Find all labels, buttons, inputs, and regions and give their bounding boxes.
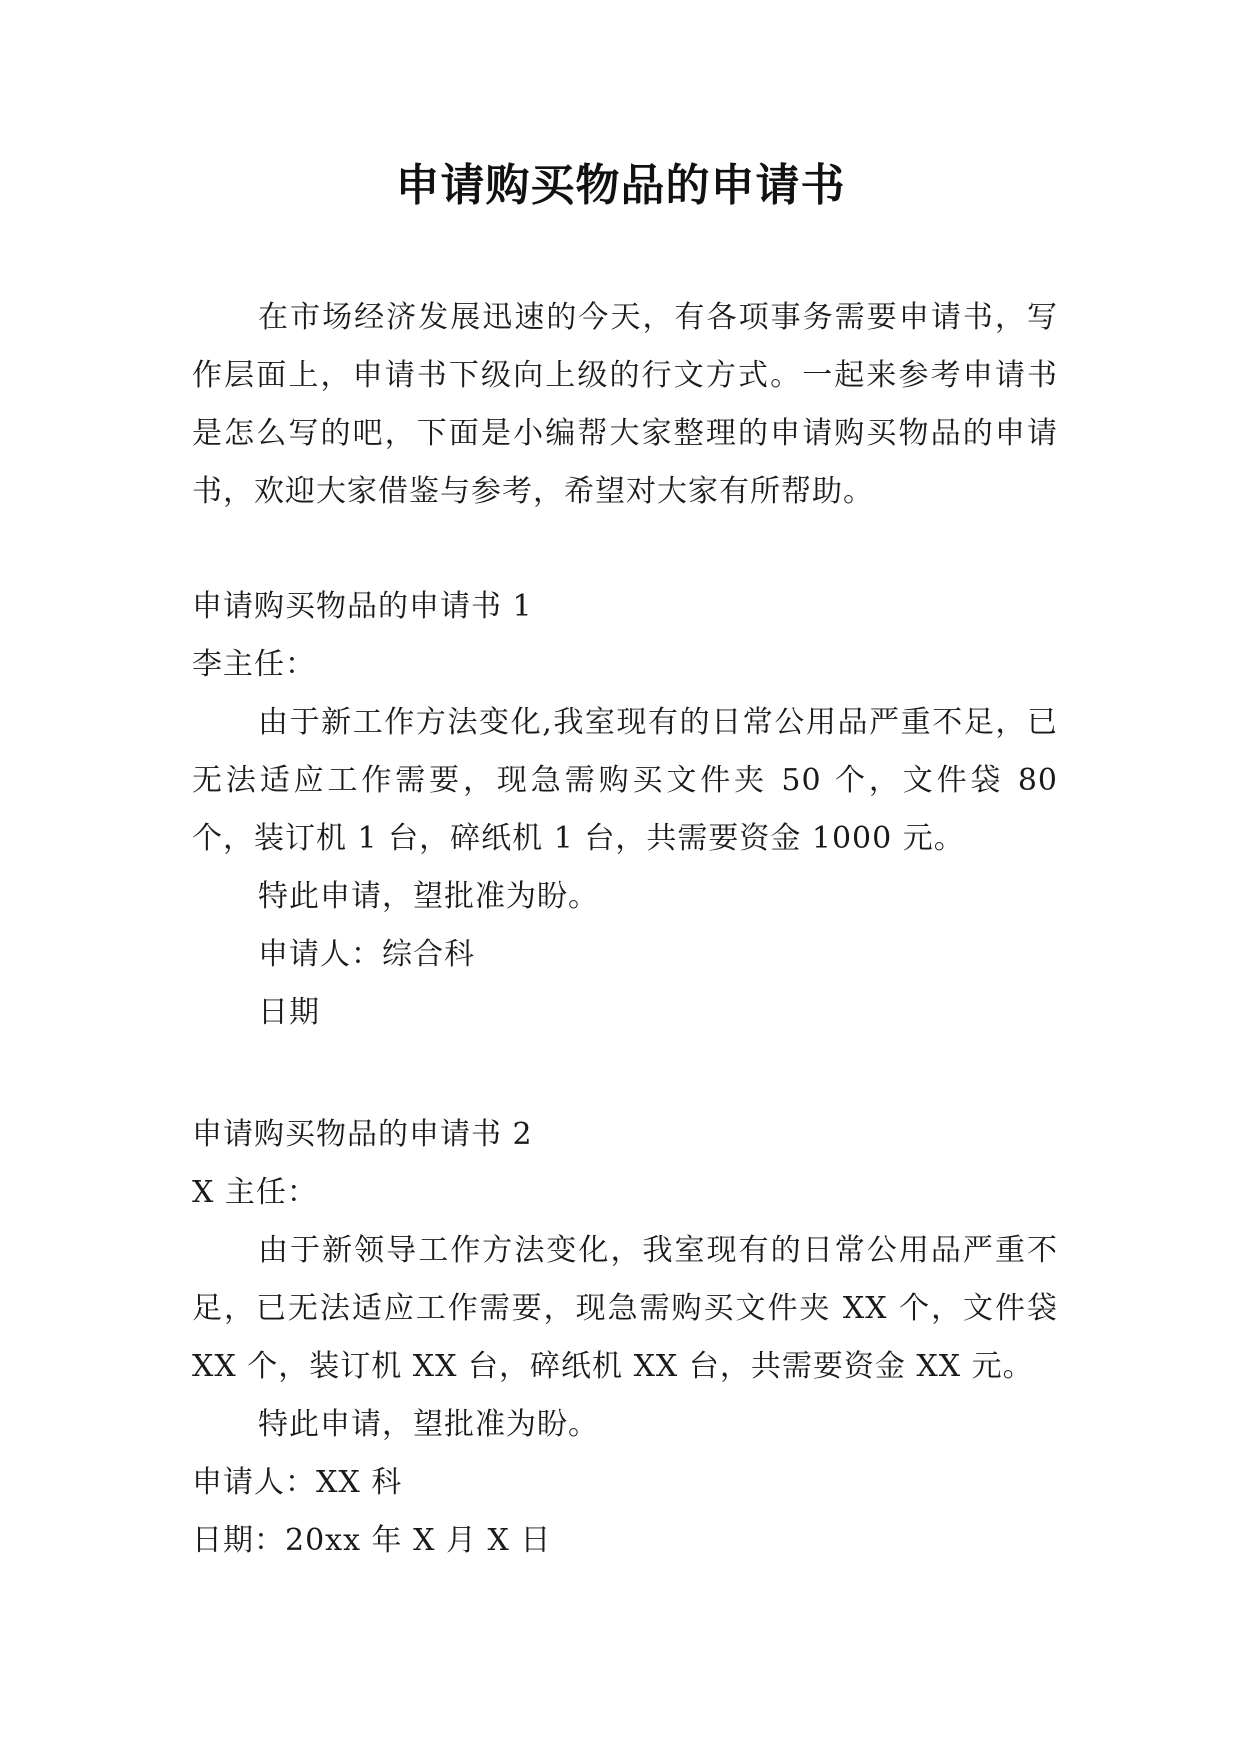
closing-line: 特此申请，望批准为盼。 [258,1407,599,1442]
intro-paragraph: 在市场经济发展迅速的今天，有各项事务需要申请书，写作层面上，申请书下级向上级的行文方式。一起来参考申请书是怎么写的吧，下面是小编帮大家整理的申请购买物品的申请书，欢迎大家借鉴与参考，希望对大家有所帮助。 [192,300,1058,509]
section-1 [192,578,1058,1042]
body-paragraph: 由于新领导工作方法变化，我室现有的日常公用品严重不足，已无法适应工作需要，现急需购买文件夹 XX 个，文件袋 XX 个，装订机 XX 台，碎纸机 XX 台，共需要资金 XX 元。 [192,1233,1058,1384]
section-heading: 申请购买物品的申请书 2 [192,1117,533,1152]
salutation: 李主任： [192,647,316,682]
closing-line: 特此申请，望批准为盼。 [258,879,599,914]
document-title: 申请购买物品的申请书 [395,160,846,211]
date-line: 日期 [258,995,320,1030]
salutation: X 主任： [192,1175,318,1210]
intro-block [192,289,1058,521]
applicant-line: 申请人：综合科 [258,937,475,972]
section-2 [192,1106,1058,1570]
applicant-line: 申请人：XX 科 [192,1465,403,1500]
section-heading: 申请购买物品的申请书 1 [192,589,533,624]
date-line: 日期：20xx 年 X 月 X 日 [192,1523,552,1558]
body-paragraph: 由于新工作方法变化,我室现有的日常公用品严重不足，已无法适应工作需要，现急需购买文件夹 50 个，文件袋 80 个，装订机 1 台，碎纸机 1 台，共需要资金 1000 元。 [192,705,1058,856]
